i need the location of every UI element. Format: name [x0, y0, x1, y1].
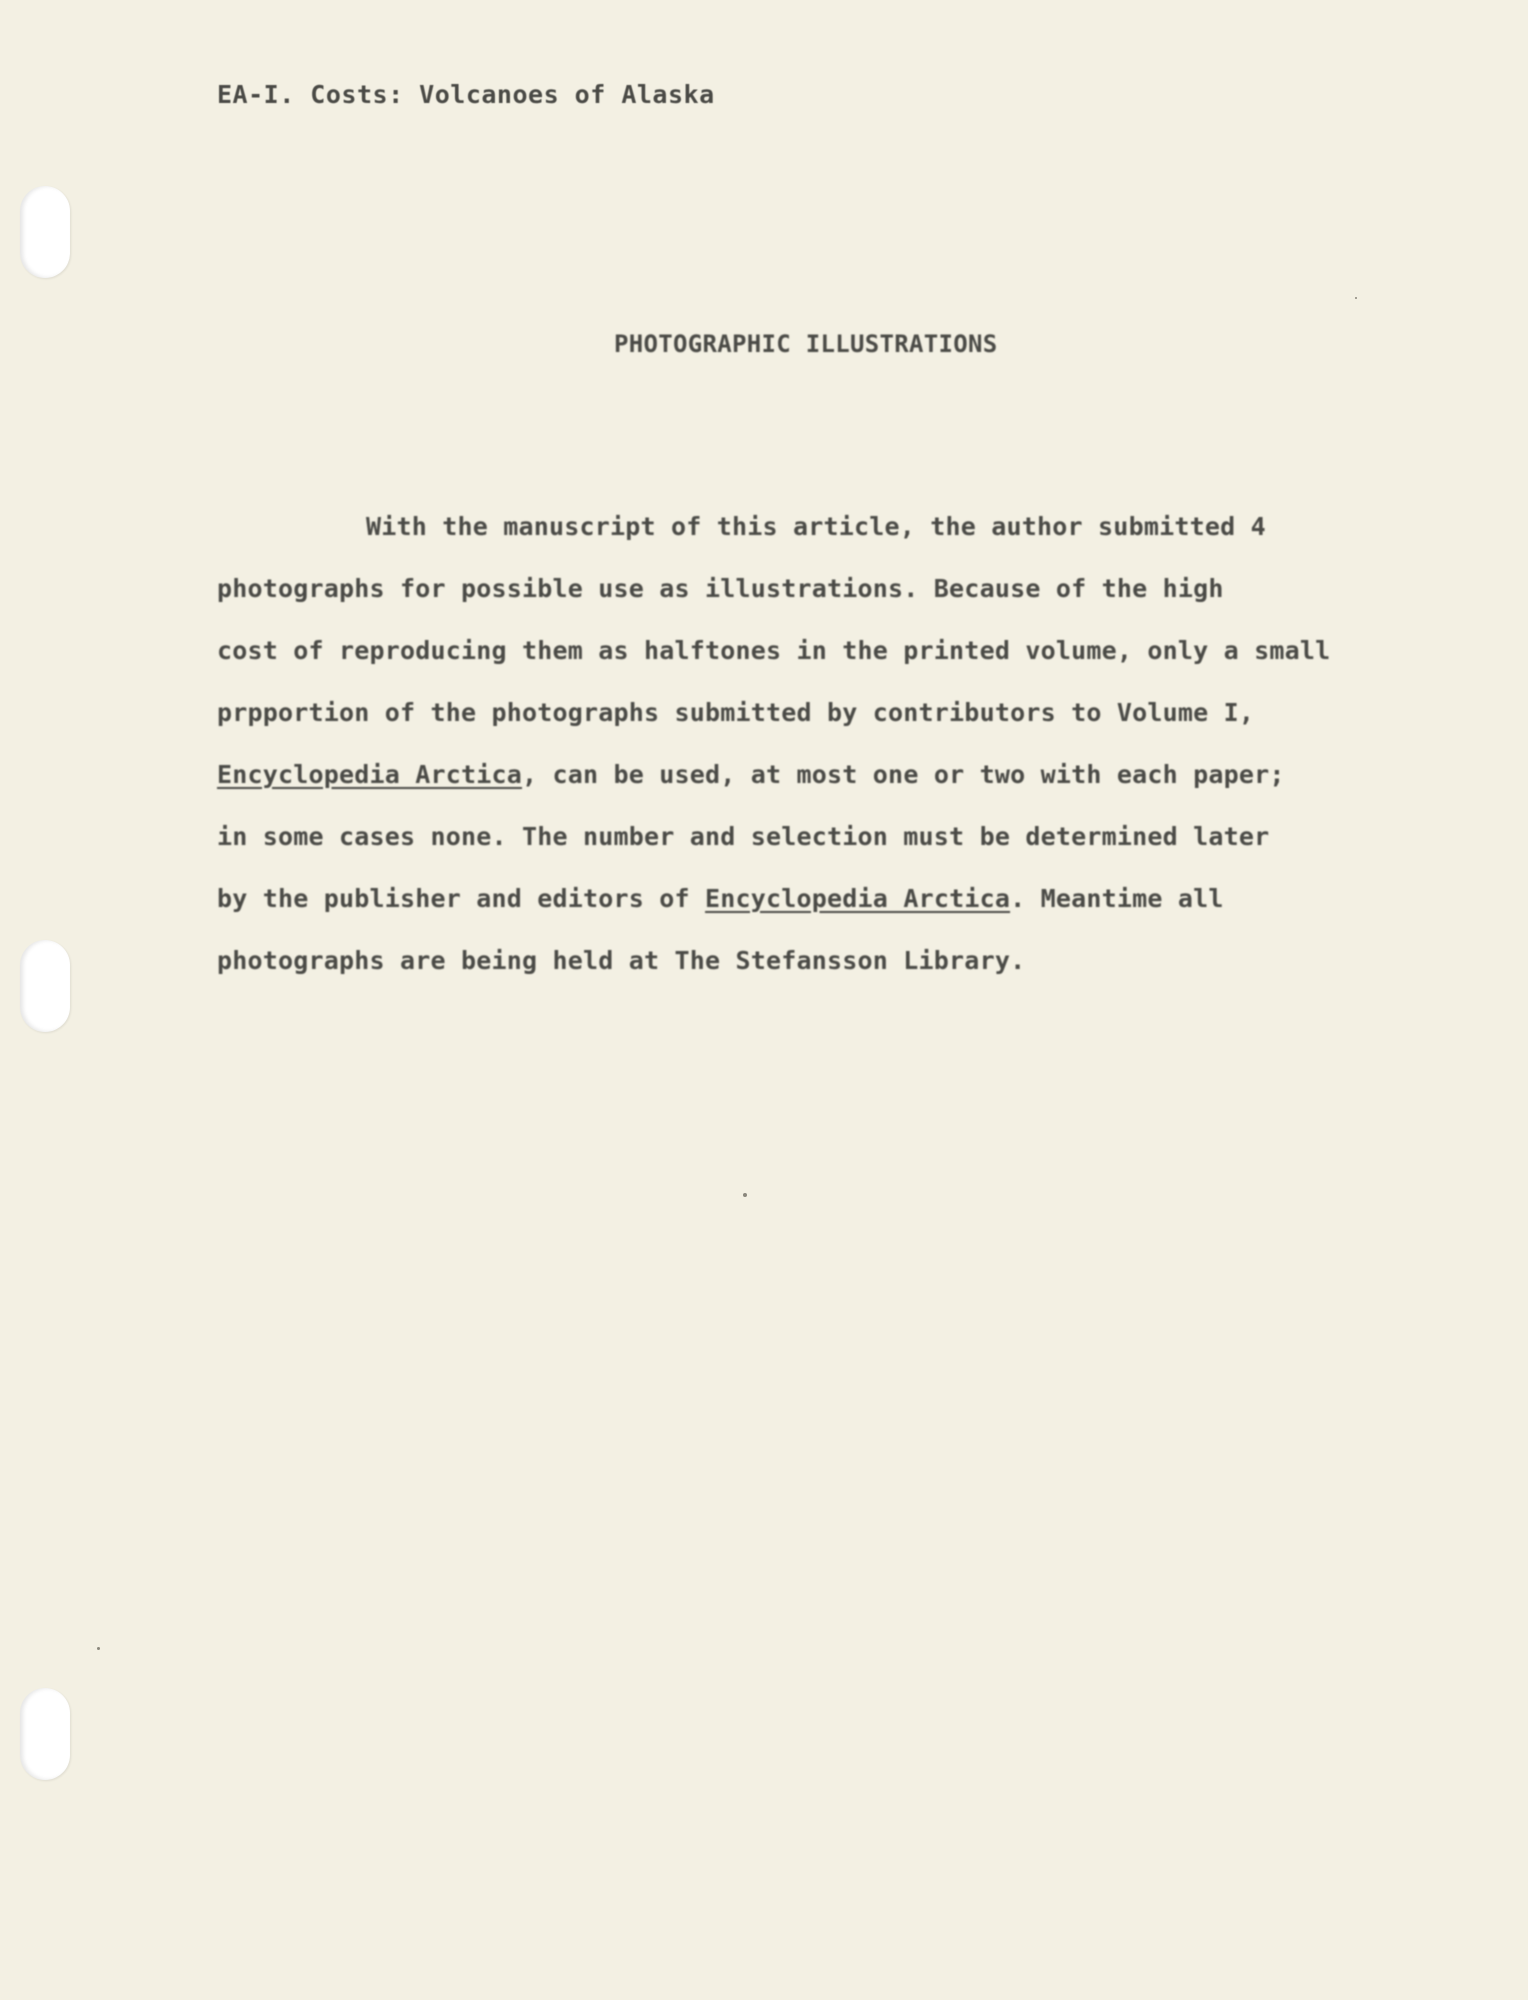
paragraph-line	[217, 574, 1224, 603]
punch-hole	[20, 1688, 70, 1780]
paragraph-line	[217, 946, 1025, 975]
punch-hole	[20, 186, 70, 278]
text-run: cost of reproducing them as halftones in the printed volume, only a small	[217, 636, 1331, 665]
text-run: photographs for possible use as illustrations. Because of the high	[217, 574, 1224, 603]
paper-speck	[743, 1193, 747, 1197]
text-run: in some cases none. The number and selection must be determined later	[217, 822, 1270, 851]
paper-speck	[1355, 297, 1357, 299]
paper-speck	[97, 1647, 100, 1650]
underlined-title: Encyclopedia Arctica	[705, 884, 1011, 913]
text-run: With the manuscript of this article, the author submitted 4	[366, 512, 1266, 541]
text-run: . Meantime all	[1010, 884, 1224, 913]
section-heading: PHOTOGRAPHIC ILLUSTRATIONS	[614, 330, 998, 358]
paragraph-line	[217, 636, 1330, 665]
text-run: photographs are being held at The Stefansson Library.	[217, 946, 1026, 975]
paragraph-line	[217, 698, 1254, 727]
text-run: , can be used, at most one or two with each paper;	[522, 760, 1285, 789]
document-header: EA-I. Costs: Volcanoes of Alaska	[217, 80, 715, 109]
paragraph-line	[217, 822, 1269, 851]
text-run: prpportion of the photographs submitted by contributors to Volume I,	[217, 698, 1255, 727]
punch-hole	[20, 940, 70, 1032]
underlined-title: Encyclopedia Arctica	[217, 760, 523, 789]
text-run: by the publisher and editors of	[217, 884, 706, 913]
paragraph-line	[217, 760, 1285, 789]
paragraph-line	[366, 512, 1266, 541]
paragraph-line	[217, 884, 1224, 913]
